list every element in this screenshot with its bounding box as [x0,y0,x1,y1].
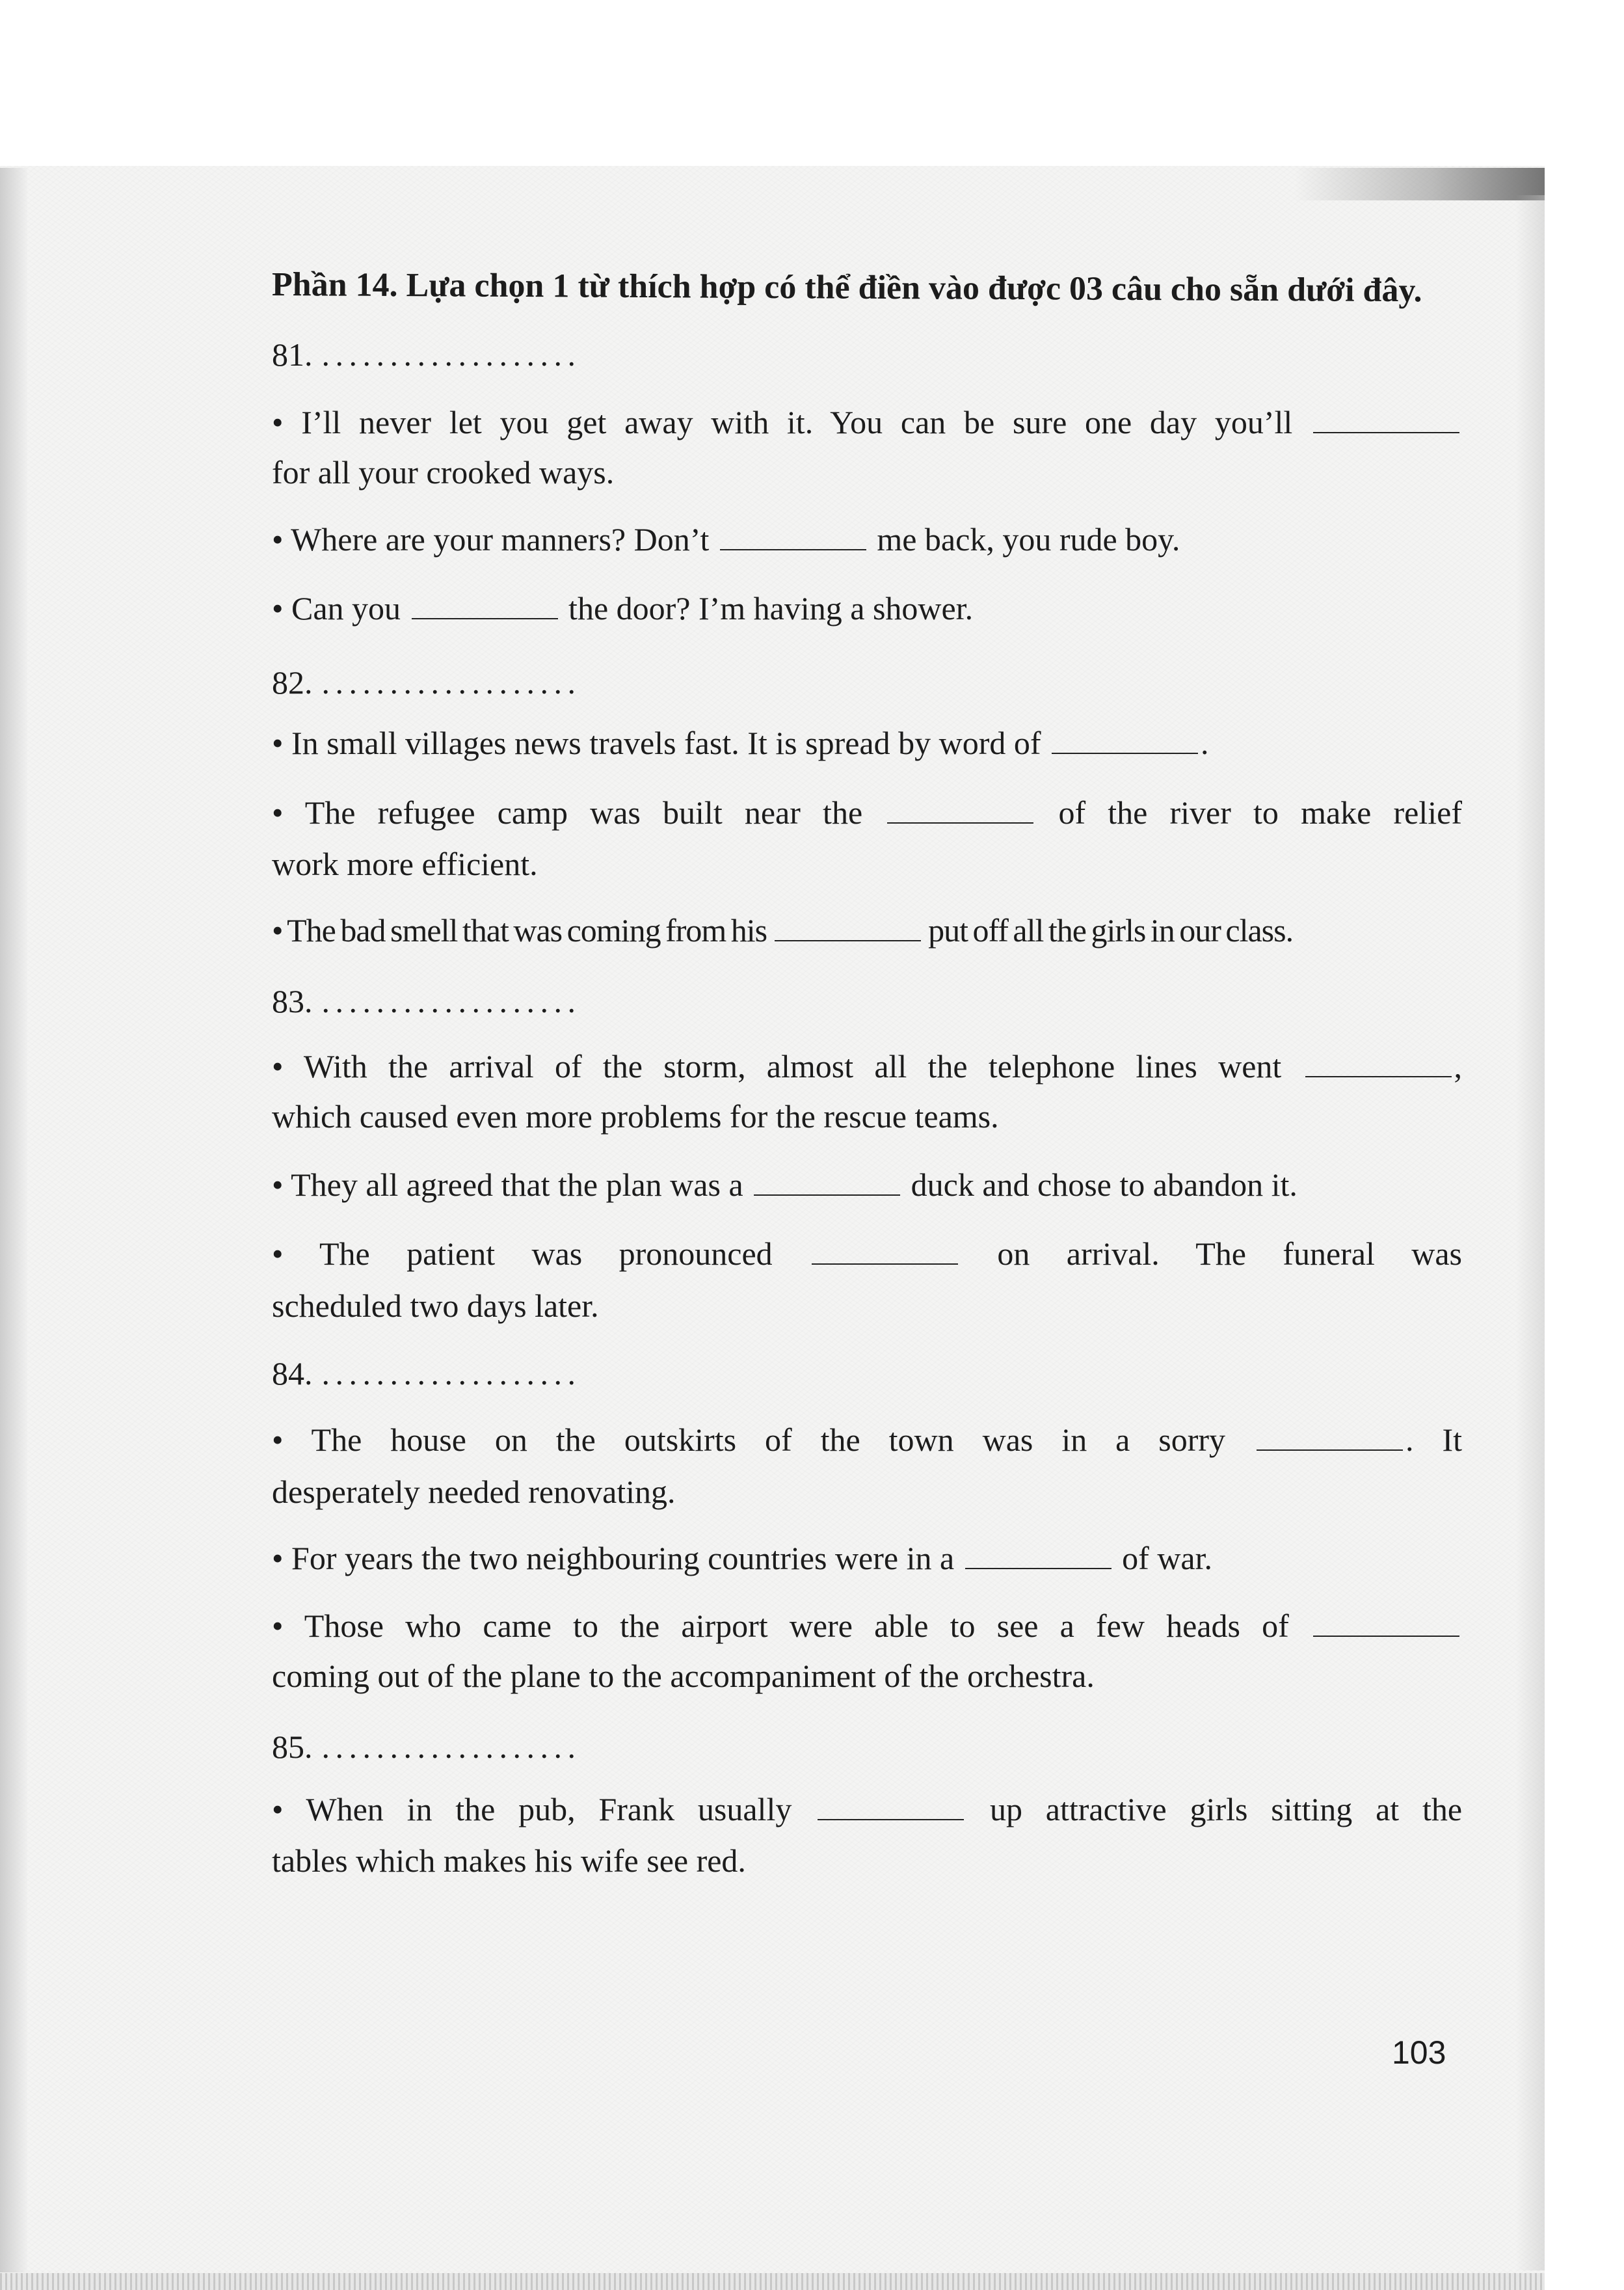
question-number: 85. [272,1729,313,1765]
answer-blank [812,1263,958,1265]
question-83-sentence-2 [272,1165,1298,1204]
sentence-text: put off all the girls in our class. [928,912,1294,949]
question-84-sentence-3 [272,1606,1462,1645]
scan-edge-left [0,168,27,2272]
question-81-sentence-1 [272,403,1462,442]
answer-blank [1257,1449,1403,1451]
question-85-sentence-1 [272,1790,1462,1829]
answer-blank [775,940,921,941]
sentence-text: on arrival. The funeral was [997,1235,1463,1272]
sentence-text: • In small villages news travels fast. It is spread by word of [272,725,1041,761]
question-81-sentence-1-continuation: for all your crooked ways. [272,454,615,491]
sentence-text: . [1201,725,1209,761]
answer-blank [887,822,1033,824]
question-82-sentence-2 [272,793,1462,832]
sentence-text: me back, you rude boy. [877,521,1180,558]
answer-blank [1313,1636,1459,1637]
question-82-sentence-1 [272,723,1209,762]
question-number: 83. [272,983,313,1019]
question-83-header [272,982,581,1021]
question-84-sentence-3-continuation: coming out of the plane to the accompaniment of the orchestra. [272,1658,1095,1694]
answer-blank [720,549,866,550]
question-number: 82. [272,664,313,701]
answer-dotted-leader: ................... [321,1729,581,1765]
sentence-text: • Those who came to the airport were able to see a few heads of [272,1608,1289,1644]
sentence-text: • They all agreed that the plan was a [272,1166,743,1203]
sentence-text: • Can you [272,590,401,626]
sentence-text: • For years the two neighbouring countries were in a [272,1540,955,1576]
sentence-text: duck and chose to abandon it. [911,1166,1298,1203]
sentence-text: • The refugee camp was built near the [272,794,863,831]
question-82-sentence-2-continuation: work more efficient. [272,846,538,882]
sentence-text: , [1454,1048,1463,1084]
question-84-sentence-1-continuation: desperately needed renovating. [272,1474,676,1510]
sentence-text: • I’ll never let you get away with it. You can be sure one day you’ll [272,404,1293,440]
sentence-text: • The patient was pronounced [272,1235,773,1272]
answer-dotted-leader: ................... [321,664,581,701]
sentence-text: up attractive girls sitting at the [989,1791,1463,1827]
question-number: 84. [272,1355,313,1392]
sentence-text: the door? I’m having a shower. [568,590,974,626]
section-heading: Phần 14. Lựa chọn 1 từ thích hợp có thể điền vào được 03 câu cho sẵn dưới đây. [271,266,1422,310]
question-81-sentence-2 [272,520,1180,559]
answer-dotted-leader: ................... [321,983,581,1019]
answer-blank [1313,432,1459,433]
scan-shadow-top-right [1294,168,1545,200]
sentence-text: • When in the pub, Frank usually [272,1791,792,1827]
scan-edge-bottom [0,2273,1545,2290]
question-83-sentence-1 [272,1047,1462,1086]
question-81-header [272,335,581,374]
answer-dotted-leader: ................... [321,1355,581,1392]
sentence-text: • The house on the outskirts of the town was in a sorry [272,1421,1226,1458]
answer-blank [412,618,558,619]
sentence-text: • Where are your manners? Don’t [272,521,710,558]
answer-dotted-leader: ................... [321,336,581,373]
question-83-sentence-3-continuation: scheduled two days later. [272,1287,599,1324]
sentence-text: • The bad smell that was coming from his [272,912,767,949]
answer-blank [1052,753,1198,754]
sentence-text: of the river to make relief [1058,794,1462,831]
page-number: 103 [1392,2034,1446,2071]
question-85-sentence-1-continuation: tables which makes his wife see red. [272,1842,746,1879]
question-85-header [272,1727,581,1766]
question-81-sentence-3 [272,589,973,628]
question-84-header [272,1354,581,1393]
sentence-text: • With the arrival of the storm, almost all the telephone lines went [272,1048,1282,1084]
question-number: 81. [272,336,313,373]
answer-blank [1305,1076,1452,1077]
sentence-text: of war. [1122,1540,1213,1576]
question-83-sentence-3 [272,1234,1462,1273]
question-82-sentence-3 [272,911,1293,950]
answer-blank [965,1568,1112,1569]
scanned-page-area [0,166,1545,2290]
answer-blank [818,1819,964,1820]
question-83-sentence-1-continuation: which caused even more problems for the rescue teams. [272,1098,999,1135]
question-84-sentence-1 [272,1420,1462,1459]
answer-blank [754,1194,900,1196]
sentence-text: . It [1405,1421,1462,1458]
question-84-sentence-2 [272,1539,1212,1578]
scan-edge-right [1515,195,1545,2270]
question-82-header [272,663,581,702]
